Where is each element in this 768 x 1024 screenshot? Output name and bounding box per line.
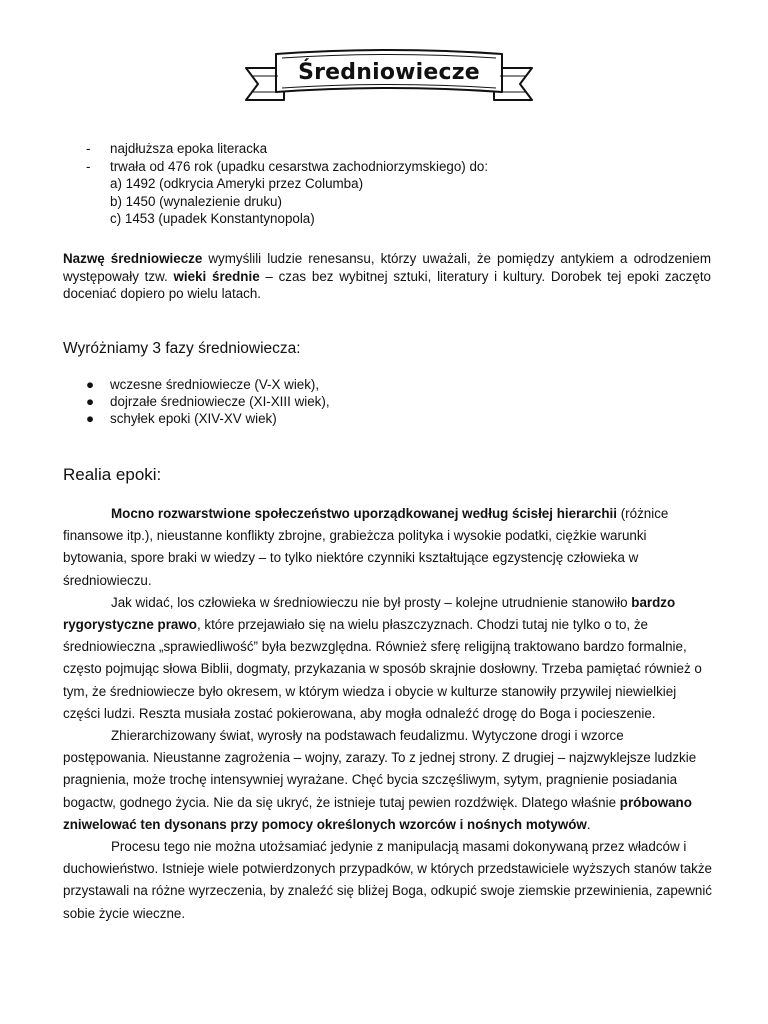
- body-paragraph: [63, 592, 713, 725]
- phases-heading: Wyróżniamy 3 fazy średniowiecza:: [63, 340, 301, 357]
- bold-text: wieki średnie: [173, 268, 260, 284]
- bold-text: próbowano zniwelować ten dysonans przy pomocy określonych wzorców i nośnych motywów: [63, 794, 692, 832]
- bullet-marker: ●: [86, 394, 95, 409]
- list-item: [86, 410, 330, 427]
- paragraph-text: Zhierarchizowany świat, wyrosły na podstawach feudalizmu. Wytyczone drogi i wzorce postępowania. Nieustanne zagrożenia – wojny, zarazy. To z jednej strony. Z drugiej – najzwyklejsze ludzkie pragnienia, może trochę intensywniej wyrażane. Chęć bycia szczęśliwym, sytym, pragnienie posiadania bogactw, godnego życia. Nie da się ukryć, że istnieje tutaj pewien rozdźwięk. Dlatego właśnie: [63, 728, 697, 810]
- list-item: [86, 376, 330, 393]
- paragraph-text: , które przejawiało się na wielu płaszczyznach. Chodzi tutaj nie tylko o to, że średniowieczna „sprawiedliwość” była bezwzględna. Również sferę religijną traktowano bardzo formalnie, często pojmując słowa Biblii, dogmaty, przykazania w sposób skrajnie dosłowny. Trzeba pamiętać również o tym, że średniowiecze było okresem, w którym wiedza i obycie w kulturze stanowiły przywilej niewielkiej części ludzi. Reszta musiała zostać pokierowana, aby mogła odnaleźć drogę do Boga i pocieszenie.: [63, 617, 702, 721]
- list-item-text: najdłuższa epoka literacka: [110, 141, 268, 156]
- dash-marker: -: [86, 158, 91, 174]
- list-item: [86, 140, 488, 158]
- sub-list-item: c) 1453 (upadek Konstantynopola): [110, 211, 315, 226]
- bold-text: Mocno rozwarstwione społeczeństwo uporządkowanej według ścisłej hierarchii: [111, 506, 617, 521]
- realia-heading: Realia epoki:: [63, 465, 162, 484]
- paragraph-text: – czas bez wybitnej sztuki, literatury i kultury. Dorobek tej epoki zaczęto doceniać dopiero po wielu latach.: [63, 268, 711, 301]
- body-paragraph: [63, 503, 713, 592]
- paragraph-text: Procesu tego nie można utożsamiać jedynie z manipulacją masami dokonywaną przez władców i duchowieństwo. Istnieje wiele potwierdzonych przypadków, w których przedstawiciele wyższych stanów także przystawali na różne wyrzeczenia, by znaleźć się bliżej Boga, odkupić swoje ziemskie przewinienia, zapewnić sobie życie wieczne.: [63, 839, 713, 921]
- phases-list: [86, 376, 330, 427]
- realia-body: [63, 503, 713, 925]
- bold-text: bardzo rygorystyczne prawo: [63, 594, 676, 633]
- sub-list-item: b) 1450 (wynalezienie druku): [110, 193, 282, 209]
- bold-text: Nazwę średniowiecze: [63, 251, 203, 266]
- page-title: Średniowiecze: [298, 60, 480, 85]
- list-item-text: trwała od 476 rok (upadku cesarstwa zachodniorzymskiego) do:: [110, 158, 489, 174]
- body-paragraph: [63, 725, 713, 836]
- list-item: [86, 393, 330, 410]
- bullet-marker: ●: [86, 377, 95, 392]
- name-paragraph: [63, 250, 711, 303]
- sub-list-item: a) 1492 (odkrycia Ameryki przez Columba): [110, 176, 364, 191]
- list-item-text: wczesne średniowiecze (V-X wiek),: [110, 377, 320, 392]
- list-item: [86, 158, 488, 176]
- intro-list: [86, 140, 488, 228]
- bullet-marker: ●: [86, 411, 95, 426]
- dash-marker: -: [86, 141, 91, 156]
- body-paragraph: [63, 836, 713, 925]
- paragraph-text: Jak widać, los człowieka w średniowieczu nie był prosty – kolejne utrudnienie stanowiło: [111, 594, 632, 610]
- paragraph-text: (różnice finansowe itp.), nieustanne konflikty zbrojne, grabieżcza polityka i wysokie podatki, ciężkie warunki bytowania, spore braki w wiedzy – to tylko niektóre czynniki kształtujące egzystencję człowieka w średniowieczu.: [63, 506, 669, 588]
- paragraph-text: wymyślili ludzie renesansu, którzy uważali, że pomiędzy antykiem a odrodzeniem występowały tzw.: [63, 251, 711, 284]
- list-item-text: dojrzałe średniowiecze (XI-XIII wiek),: [110, 394, 330, 409]
- paragraph-text: .: [586, 816, 591, 832]
- list-item-text: schyłek epoki (XIV-XV wiek): [110, 411, 277, 426]
